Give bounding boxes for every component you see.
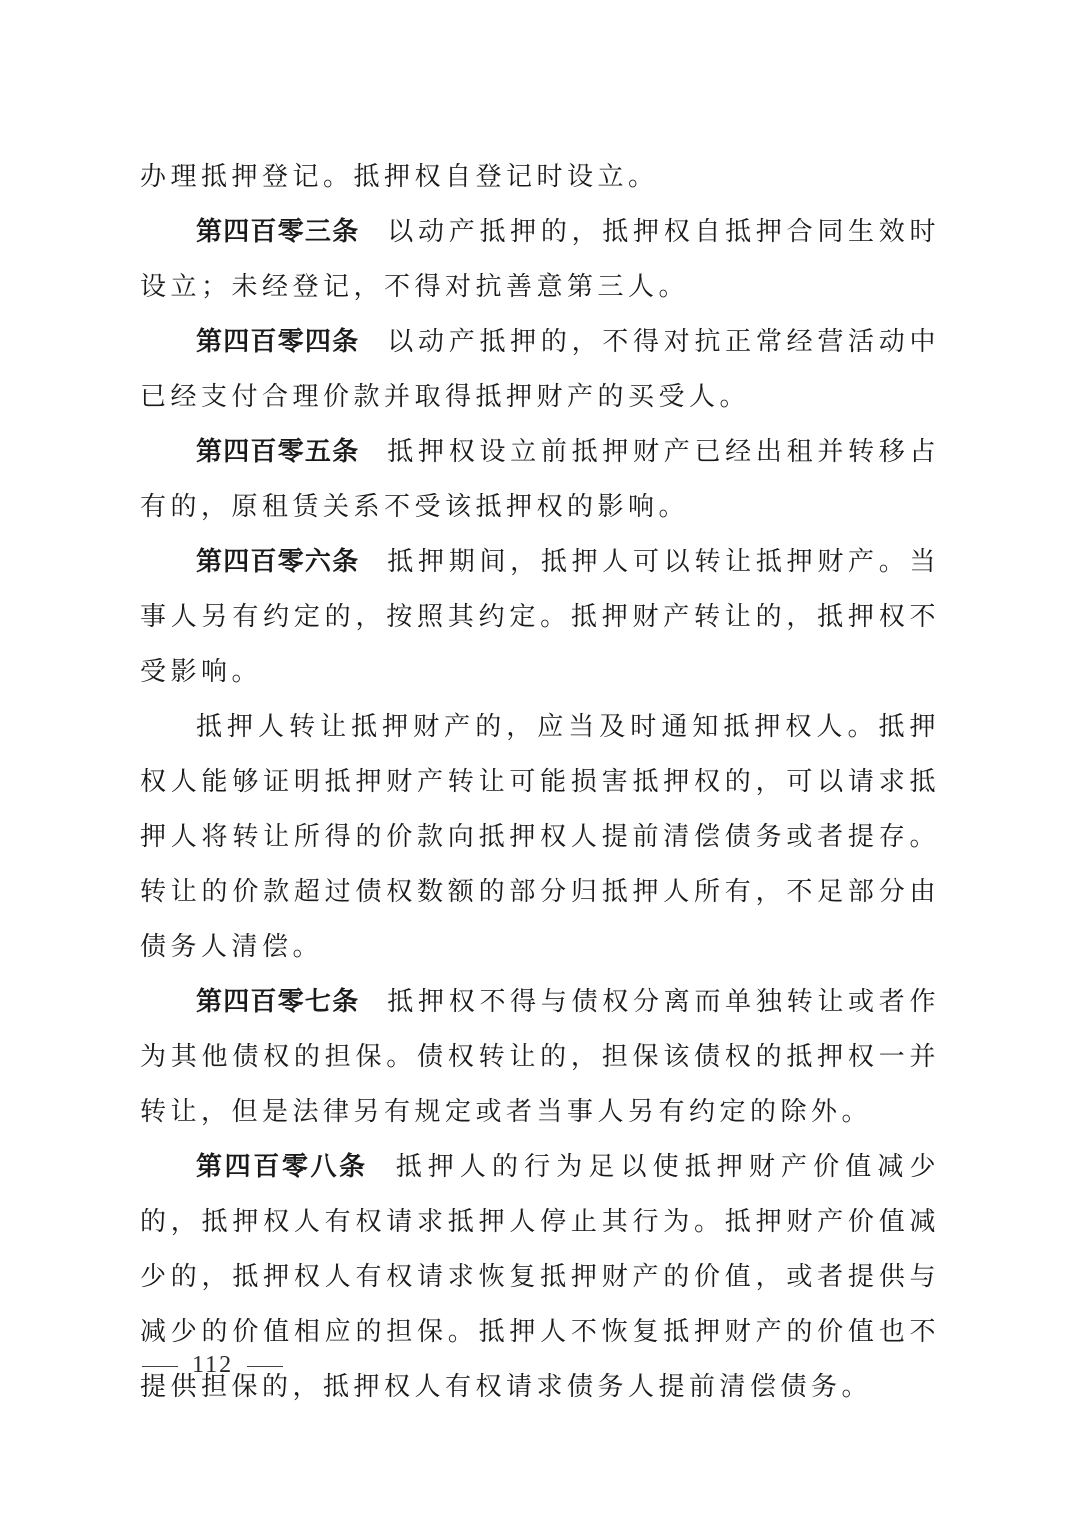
article-number: 第四百零七条: [196, 987, 360, 1017]
article-text: 以动产抵押的，不得对抗正常经营活动中已经支付合理价款并取得抵押财产的买受人。: [140, 327, 940, 412]
page-number-footer: [128, 1352, 297, 1379]
body-text: [140, 150, 940, 1415]
article-407: [140, 975, 940, 1140]
article-404: [140, 315, 940, 425]
article-405: [140, 425, 940, 535]
article-number: 第四百零三条: [196, 217, 360, 247]
page-number: 112: [192, 1352, 234, 1378]
right-dash: [247, 1366, 283, 1367]
continuation-paragraph: 办理抵押登记。抵押权自登记时设立。: [140, 162, 659, 192]
article-number: 第四百零五条: [196, 437, 360, 467]
article-406: [140, 535, 940, 700]
article-text: 抵押权不得与债权分离而单独转让或者作为其他债权的担保。债权转让的，担保该债权的抵押权一并转让，但是法律另有规定或者当事人另有约定的除外。: [140, 987, 940, 1127]
article-406-paragraph-2: 抵押人转让抵押财产的，应当及时通知抵押权人。抵押权人能够证明抵押财产转让可能损害抵押权的，可以请求抵押人将转让所得的价款向抵押权人提前清偿债务或者提存。转让的价款超过债权数额的部分归抵押人所有，不足部分由债务人清偿。: [140, 712, 940, 962]
article-403: [140, 205, 940, 315]
article-number: 第四百零六条: [196, 547, 360, 577]
left-dash: [142, 1366, 178, 1367]
article-text: 抵押期间，抵押人可以转让抵押财产。当事人另有约定的，按照其约定。抵押财产转让的，抵押权不受影响。: [140, 547, 940, 687]
article-number: 第四百零八条: [196, 1152, 368, 1182]
article-text: 抵押人的行为足以使抵押财产价值减少的，抵押权人有权请求抵押人停止其行为。抵押财产价值减少的，抵押权人有权请求恢复抵押财产的价值，或者提供与减少的价值相应的担保。抵押人不恢复抵押财产的价值也不提供担保的，抵押权人有权请求债务人提前清偿债务。: [140, 1152, 940, 1402]
article-text: 抵押权设立前抵押财产已经出租并转移占有的，原租赁关系不受该抵押权的影响。: [140, 437, 940, 522]
article-number: 第四百零四条: [196, 327, 360, 357]
article-text: 以动产抵押的，抵押权自抵押合同生效时设立；未经登记，不得对抗善意第三人。: [140, 217, 940, 302]
